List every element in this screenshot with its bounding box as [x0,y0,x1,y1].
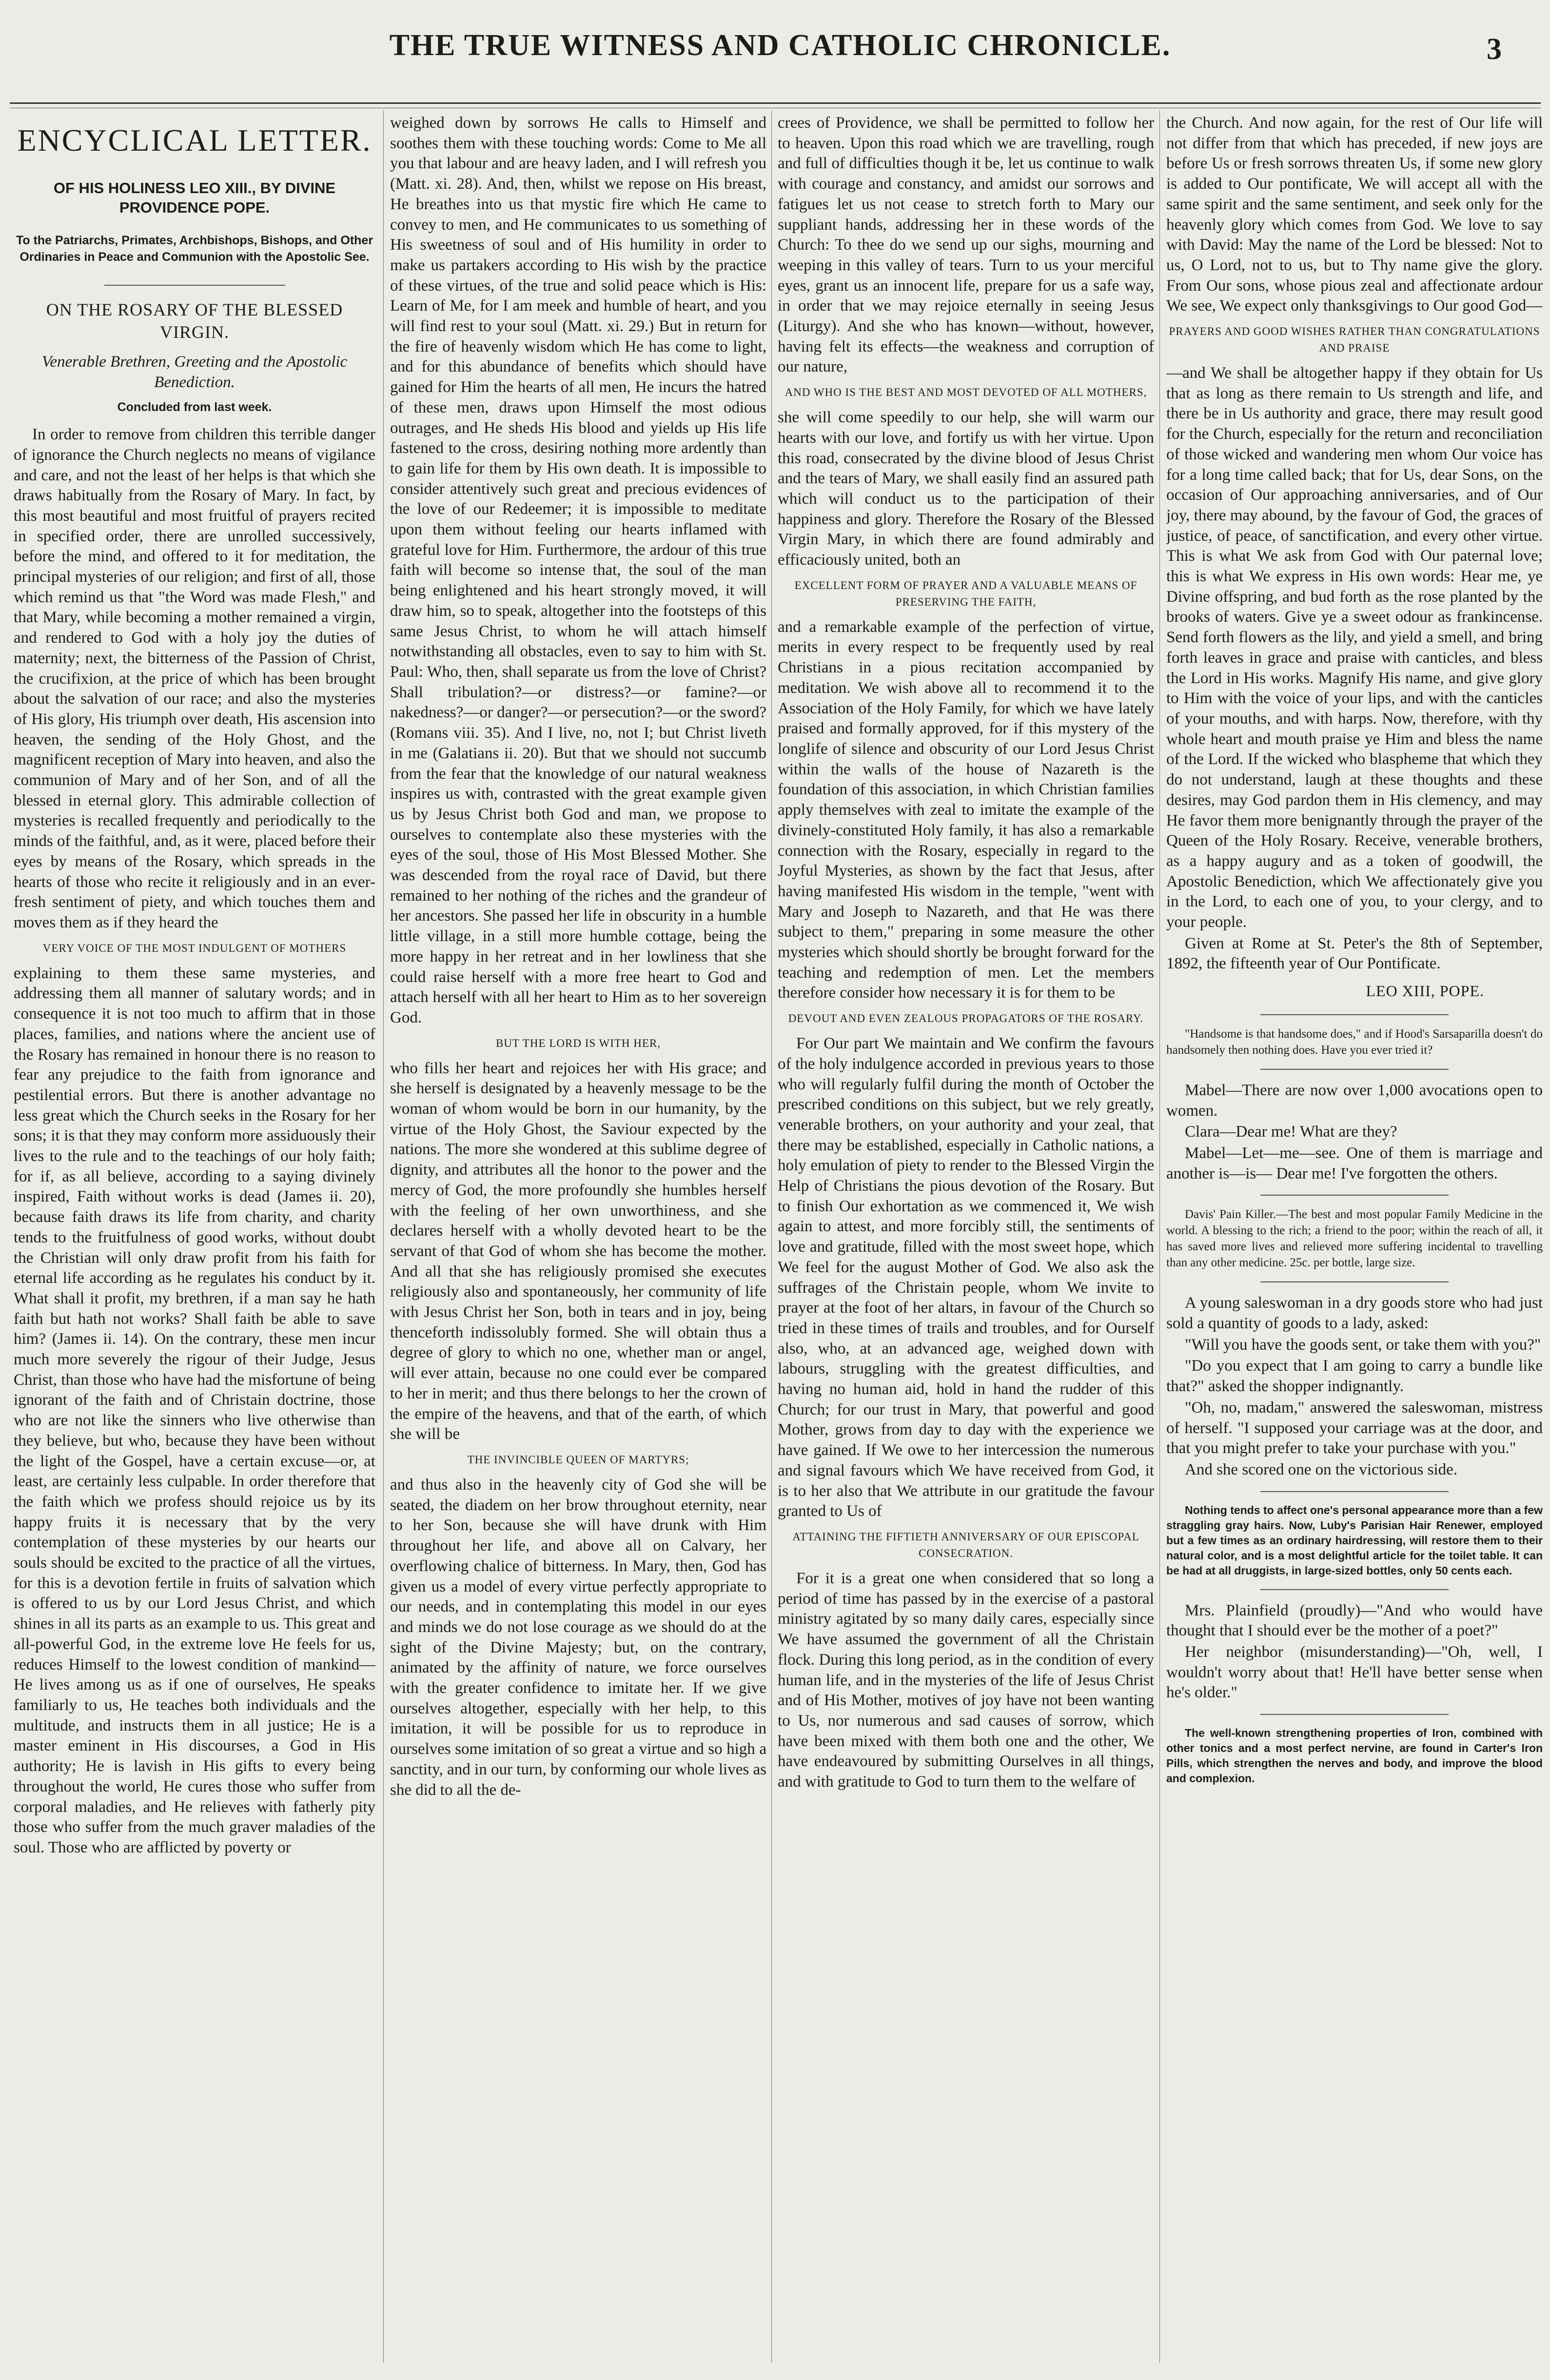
paragraph: explaining to them these same mysteries, and addressing them all manner of salutary words; and in consequence it is not too much to affirm that in those places, families, and nations where the ancient use of the Rosary has remained in honour there is no reason to fear any prejudice to the faith from ignorance and pestilential errors. But there is another advantage no less great which the Church seeks in the Rosary for her sons; it is that they may conform more assiduously their lives to the rule and to the teachings of our holy faith; for if, as all believe, according to a saying divinely inspired, Faith without works is dead (James ii. 20), because faith draws its life from charity, and charity tends to the fruitfulness of good works, without doubt the Christian will only draw profit from his faith for eternal life according as he regulates his conduct by it. What shall it profit, my brethren, if a man say he hath faith but hath not works? Shall faith be able to save him? (James ii. 14). On the contrary, these men incur much more severely the rigour of their Judge, Jesus Christ, than those who have had the misfortune of being ignorant of the faith and of Christain doctrine, those who are not like the sinners who live otherwise than they believe, but who, because they have been without the light of the Gospel, have a certain excuse—or, at least, are certainly less culpable. In order therefore that the faith which we profess should rejoice us by its happy fruits it is necessary that by the very contemplation of these mysteries by our hearts our souls should be excited to the practice of all the virtues, for this is a devotion fertile in fruits of salvation which is offered to us by our Lord Jesus Christ, and which shines in all its parts as an example to us. This great and all-powerful God, in the extreme love He feels for us, reduces Himself to the lowest condition of mankind—He lives among us as if one of ourselves, He speaks familiarly to us, He teaches both individuals and the multitude, and instructs them in all justice; He is a master eminent in His discourses, a God in His authority; He is lavish in His gifts to every being throughout the world, He cures those who suffer from corporal maladies, and He relieves with fatherly pity those who suffer from the much graver maladies of the soul. Those who are afflicted by poverty or [14,964,375,1856]
paragraph: weighed down by sorrows He calls to Himself and soothes them with these touching words: Come to Me all you that labour and are heavy laden, and I will refresh you (Matt. xi. 28). And, then, whilst we repose on His breast, He breathes into us that mystic fire which He came to convey to men, and He communicates to us something of His sweetness of soul and of His humility in order to make us partakers according to His wish by the practice of these virtues, of the true and solid peace which is His: Learn of Me, for I am meek and humble of heart, and you will find rest to your soul (Matt. xi. 29.) But in return for the fire of heavenly wisdom which He has come to light, and for this abundance of benefits which should have gained for Him the hearts of all men, He incurs the hatred of these men, draws upon Himself the most odious outrages, and He sheds His blood and yields up His life fastened to the cross, desiring nothing more ardently than to gain life for them by His own death. It is impossible to consider attentively such great and precious evidences of the love of our Redeemer; it is impossible to meditate upon them without feeling our hearts inflamed with grateful love for Him. Furthermore, the ardour of this true faith will become so intense that, the soul of the man being enlightened and his heart strongly moved, it will draw him, so to speak, altogether into the footsteps of this same Jesus Christ, to whom he will attach himself notwithstanding all obstacles, even to say to him with St. Paul: Who, then, shall separate us from the love of Christ? Shall tribulation?—or distress?—or famine?—or nakedness?—or danger?—or persecution?—or the sword? (Romans viii. 35). And I live, no, not I; but Christ liveth in me (Galatians ii. 20). But that we should not succumb from the fear that the knowledge of our natural weakness inspires us with, contrasted with the great example given us by Jesus Christ both God and man, we propose to ourselves to contemplate also these mysteries with the eyes of the soul, those of His Most Blessed Mother. She was descended from the royal race of David, but there remained to her nothing of the riches and the grandeur of her ancestors. She passed her life in obscurity in a humble little village, in a still more humble cottage, being the more happy in her retreat and in her lowliness that she could raise herself with a more free heart to God and attach herself with all her heart to Him as to her sovereign God. [390,114,766,1026]
divider [1260,1589,1449,1590]
story-line: "Will you have the goods sent, or take them with you?" [1185,1336,1541,1354]
section-caps: PRAYERS AND GOOD WISHES RATHER THAN CONGRATULATIONS AND PRAISE [1169,325,1540,354]
advertisement: Nothing tends to affect one's personal appearance more than a few straggling gray hairs. Now, Luby's Parisian Hair Renewer, employed but a few times as an ordinary hairdressing, will restore them to their natural color, and is a most delightful article for the toilet table. It can be had at all druggists, in large-sized bottles, only 50 cents each. [1166,1503,1543,1577]
advertisement: "Handsome is that handsome does," and if Hood's Sarsaparilla doesn't do handsomely then nothing does. Have you ever tried it? [1166,1027,1543,1057]
column-4 [1166,113,1543,2356]
advertisement: The well-known strengthening properties of Iron, combined with other tonics and a most perfect nervine, are found in Carter's Iron Pills, which strengthen the nerves and body, and improve the blood and complexion. [1166,1727,1543,1785]
paragraph: In order to remove from children this terrible danger of ignorance the Church neglects no means of vigilance and care, and not the least of her helps is that which she draws habitually from the Rosary of Mary. In fact, by this most beautiful and most fruitful of prayers recited in specified order, there are unrolled successively, before the mind, and offered to it for meditation, the principal mysteries of our religion; and first of all, those which remind us that "the Word was made Flesh," and that Mary, while becoming a mother remained a virgin, and rendered to God with a holy joy the duties of maternity; next, the bitterness of the Passion of Christ, the crucifixion, at the price of which has been brought about the salvation of our race; and also the mysteries of His glory, His triumph over death, His ascension into heaven, the sending of the Holy Ghost, and the magnificent reception of Mary into heaven, and also the communion of Mary and of her Son, and of all the blessed in eternal glory. This admirable collection of mysteries is recalled frequently and periodically to the minds of the faithful, and, as it were, placed before their eyes by means of the Rosary, which spreads in the hearts of those who recite it religiously and in an ever-fresh sentiment of piety, and which touches them and moves them as if they heard the [14,426,375,931]
paragraph: —and We shall be altogether happy if they obtain for Us that as long as there remain to Us strength and life, and there be in Us authority and grace, there may result good for the Church, especially for the return and reconciliation of those wicked and wandering men whom Our voice has for a long time called back; that for Us, dear Sons, on the occasion of Our approaching anniversaries, and of Our joy, there may abound, by the favour of God, the graces of justice, of peace, of sanctification, and every other virtue. This is what We ask from God with Our paternal love; this is what We express in His own words: Hear me, ye Divine offspring, and bud forth as the rose planted by the brooks of waters. Give ye a sweet odour as frankincense. Send forth flowers as the lily, and yield a smell, and bring forth leaves in grace and praise with canticles, and bless the Lord in His works. Magnify His name, and give glory to Him with the voice of your lips, and with the canticles of your mouths, and with harps. Now, therefore, with thy whole heart and mouth praise ye Him and bless the name of the Lord. If the wicked who blaspheme that which they do not understand, laugh at these thoughts and these desires, may God pardon them in His clemency, and may He favor them more benignantly through the prayer of the Queen of the Holy Rosary. Receive, venerable brothers, as a happy augury and as a token of goodwill, the Apostolic Benediction, which We affectionately give you in the Lord, to each one of you, to your clergy, and to your people. [1166,364,1543,931]
divider [1260,1195,1449,1196]
paragraph: For it is a great one when considered that so long a period of time has passed by in the exercise of a pastoral ministry agitated by so many daily cares, especially since We have assumed the government of all the Christain flock. During this long period, as in the condition of every human life, and in the mysteries of the life of Jesus Christ and of His Mother, motives of joy have not been wanting to Us, nor numerous and sad causes of sorrow, which have been mixed with them both one and the other, We have endeavoured by submitting Ourselves in all things, and with gratitude to God to turn them to the welfare of [778,1570,1154,1791]
divider [104,285,285,286]
paragraph: Given at Rome at St. Peter's the 8th of September, 1892, the fifteenth year of Our Pontificate. [1166,934,1543,973]
column-divider [771,110,772,2363]
joke-line: Clara—Dear me! What are they? [1185,1123,1397,1141]
section-caps: EXCELLENT FORM OF PRAYER AND A VALUABLE MEANS OF PRESERVING THE FAITH, [794,579,1138,608]
story-line: And she scored one on the victorious side. [1185,1460,1458,1478]
masthead [59,28,1502,87]
article-heading: ENCYCLICAL LETTER. [17,123,372,157]
joke-line: Mrs. Plainfield (proudly)—"And who would have thought that I should ever be the mother of a poet?" [1166,1601,1543,1640]
column-divider [383,110,384,2363]
salutation: Venerable Brethren, Greeting and the Apostolic Benediction. [41,353,348,391]
joke-line: Her neighbor (misunderstanding)—"Oh, well, I wouldn't worry about that! He'll have better sense when he's older." [1166,1643,1543,1702]
section-caps: DEVOUT AND EVEN ZEALOUS PROPAGATORS OF THE ROSARY. [788,1012,1144,1025]
column-3 [778,113,1154,2356]
continued-note: Concluded from last week. [117,400,272,414]
paragraph: and a remarkable example of the perfection of virtue, merits in every respect to be frequently used by real Christians in a pious recitation accompanied by meditation. We wish above all to recommend it to the Association of the Holy Family, for which we have lately praised and formally approved, for if this mystery of the longlife of silence and obscurity of our Lord Jesus Christ within the walls of the house of Nazareth is the foundation of this association, in which Christian families apply themselves with zeal to imitate the example of the divinely-constituted Holy family, it has also a remarkable connection with the Rosary, especially in regard to the Joyful Mysteries, as shown by the fact that Jesus, after having manifested His wisdom in the temple, "went with Mary and Joseph to Nazareth, and that He was there subject to them," preparing in some measure the other mysteries which should shortly be brought forward for the teaching and redemption of men. Let the members therefore consider how necessary it is for them to be [778,618,1154,1002]
joke-line: Mabel—Let—me—see. One of them is marriage and another is—is— Dear me! I've forgotten the others. [1166,1144,1543,1182]
article-title: ON THE ROSARY OF THE BLESSED VIRGIN. [46,300,343,342]
section-caps: THE INVINCIBLE QUEEN OF MARTYRS; [467,1454,689,1466]
paragraph: For Our part We maintain and We confirm the favours of the holy indulgence accorded in previous years to those who will regularly fulfil during the month of October the prescribed conditions on this subject, but we rely greatly, venerable brothers, on your authority and your zeal, that there may be established, especially in Catholic nations, a holy emulation of piety to render to the Blessed Virgin the Help of Christians the pious devotion of the Rosary. But to finish Our exhortation as we commenced it, We wish again to attest, and more forcibly still, the sentiments of love and gratitude, filled with the most sweet hope, which We feel for the august Mother of God. We also ask the suffrages of the Christain people, whom We invite to prayer at the foot of her altars, in favour of the Church so tried in these times of trails and troubles, and for Ourself also, who, at an advanced age, weighed down with labours, struggling with the greatest difficulties, and having no human aid, hold in hand the rudder of this Church; for our trust in Mary, that powerful and good Mother, grows from day to day with the experience we have gained. If We owe to her intercession the numerous and signal favours which We have received from God, it is to her also that We attribute in our gratitude the favour granted to Us of [778,1035,1154,1520]
newspaper-title: THE TRUE WITNESS AND CATHOLIC CHRONICLE. [389,29,1171,62]
divider [1260,1491,1449,1492]
column-1 [14,113,375,2356]
advertisement: Davis' Pain Killer.—The best and most popular Family Medicine in the world. A blessing to the rich; a friend to the poor; within the reach of all, it has saved more lives and relieved more suffering incidental to travelling than any other medicine. 25c. per bottle, large size. [1166,1208,1543,1270]
page-number: 3 [1487,33,1502,66]
story-line: "Oh, no, madam," answered the saleswoman, mistress of herself. "I supposed your carriage was at the door, and that you might prefer to take your purchase with you." [1166,1398,1543,1457]
signature: LEO XIII, POPE. [1366,982,1484,1000]
divider [1260,1714,1449,1715]
joke-line: Mabel—There are now over 1,000 avocations open to women. [1166,1081,1543,1120]
article-subheading: OF HIS HOLINESS LEO XIII., BY DIVINE PROVIDENCE POPE. [53,179,336,216]
column-2 [390,113,766,2356]
section-caps: BUT THE LORD IS WITH HER, [495,1037,661,1049]
column-divider [1159,110,1160,2363]
section-caps: AND WHO IS THE BEST AND MOST DEVOTED OF ALL MOTHERS, [785,386,1147,399]
divider [1260,1069,1449,1070]
section-caps: VERY VOICE OF THE MOST INDULGENT OF MOTHERS [42,942,347,954]
story-line: "Do you expect that I am going to carry a bundle like that?" asked the shopper indignantly. [1166,1357,1543,1396]
story-line: A young saleswoman in a dry goods store who had just sold a quantity of goods to a lady, asked: [1166,1294,1543,1333]
masthead-rule [10,102,1541,108]
paragraph: who fills her heart and rejoices her with His grace; and she herself is designated by a heavenly message to be the woman of whom would be born in our humanity, by the virtue of the Holy Ghost, the Saviour expected by the nations. The more she wondered at this sublime degree of dignity, and attributes all the honor to the power and the mercy of God, the more profoundly she humbles herself with the feeling of her own unworthiness, and she declares herself with a wholly devoted heart to be the servant of that God of whom she has become the mother. And all that she has religiously promised she executes religiously also and spontaneously, her community of life with Jesus Christ her Son, both in tears and in joy, being thenceforth indissolubly formed. She will obtain thus a degree of glory to which no one, whether man or angel, will ever attain, because no one could ever be compared to her in merit; and thus there belongs to her the crown of the empire of the heavens, and that of the earth, of which she will be [390,1059,766,1443]
paragraph: crees of Providence, we shall be permitted to follow her to heaven. Upon this road which we are travelling, rough and full of difficulties though it be, let us continue to walk with courage and constancy, and amidst our sorrows and fatigues let us not cease to stretch forth to Mary our suppliant hands, addressing her in these words of the Church: To thee do we send up our sighs, mourning and weeping in this valley of tears. Turn to us your merciful eyes, grant us an innocent life, prepare for us a safe way, in order that we may rejoice eternally in seeing Jesus (Liturgy). And she who has known—without, however, having felt its effects—the weakness and corruption of our nature, [778,114,1154,376]
paragraph: she will come speedily to our help, she will warm our hearts with our love, and fortify us with her virtue. Upon this road, consecrated by the divine blood of Jesus Christ and the tears of Mary, we shall easily find an assured path which will conduct us to the participation of their happiness and glory. Therefore the Rosary of the Blessed Virgin Mary, in which there are found admirably and efficaciously united, both an [778,409,1154,569]
divider [1260,1014,1449,1015]
paragraph: the Church. And now again, for the rest of Our life will not differ from that which has preceded, if new joys are before Us or fresh sorrows threaten Us, if some new glory is added to Our pontificate, We will accept all with the same spirit and the same sentiment, and seek only for the heavenly glory which comes from God. We love to say with David: May the name of the Lord be blessed: Not to us, O Lord, not to us, but to Thy name give the glory. From Our sons, whose pious zeal and affectionate ardour We see, We expect only thanksgivings to Our good God— [1166,114,1543,315]
divider [1260,1281,1449,1282]
article-address: To the Patriarchs, Primates, Archbishops, Bishops, and Other Ordinaries in Peace and Communion with the Apostolic See. [16,234,373,264]
paragraph: and thus also in the heavenly city of God she will be seated, the diadem on her brow throughout eternity, near to her Son, because she will have drunk with Him throughout her life, and above all on Calvary, her overflowing chalice of bitterness. In Mary, then, God has given us a model of every virtue perfectly appropriate to our needs, and in contemplating this model in our eyes and minds we do not lose courage as we should do at the sight of the Divine Majesty; but, on the contrary, animated by the affinity of nature, we force ourselves with the greater confidence to imitate her. If we give ourselves altogether, especially with her help, to this imitation, it will be possible for us to reproduce in ourselves some imitation of so great a virtue and so high a sanctity, and in our turn, by conforming our whole lives as she did to all the de- [390,1476,766,1799]
section-caps: ATTAINING THE FIFTIETH ANNIVERSARY OF OUR EPISCOPAL CONSECRATION. [792,1531,1139,1559]
